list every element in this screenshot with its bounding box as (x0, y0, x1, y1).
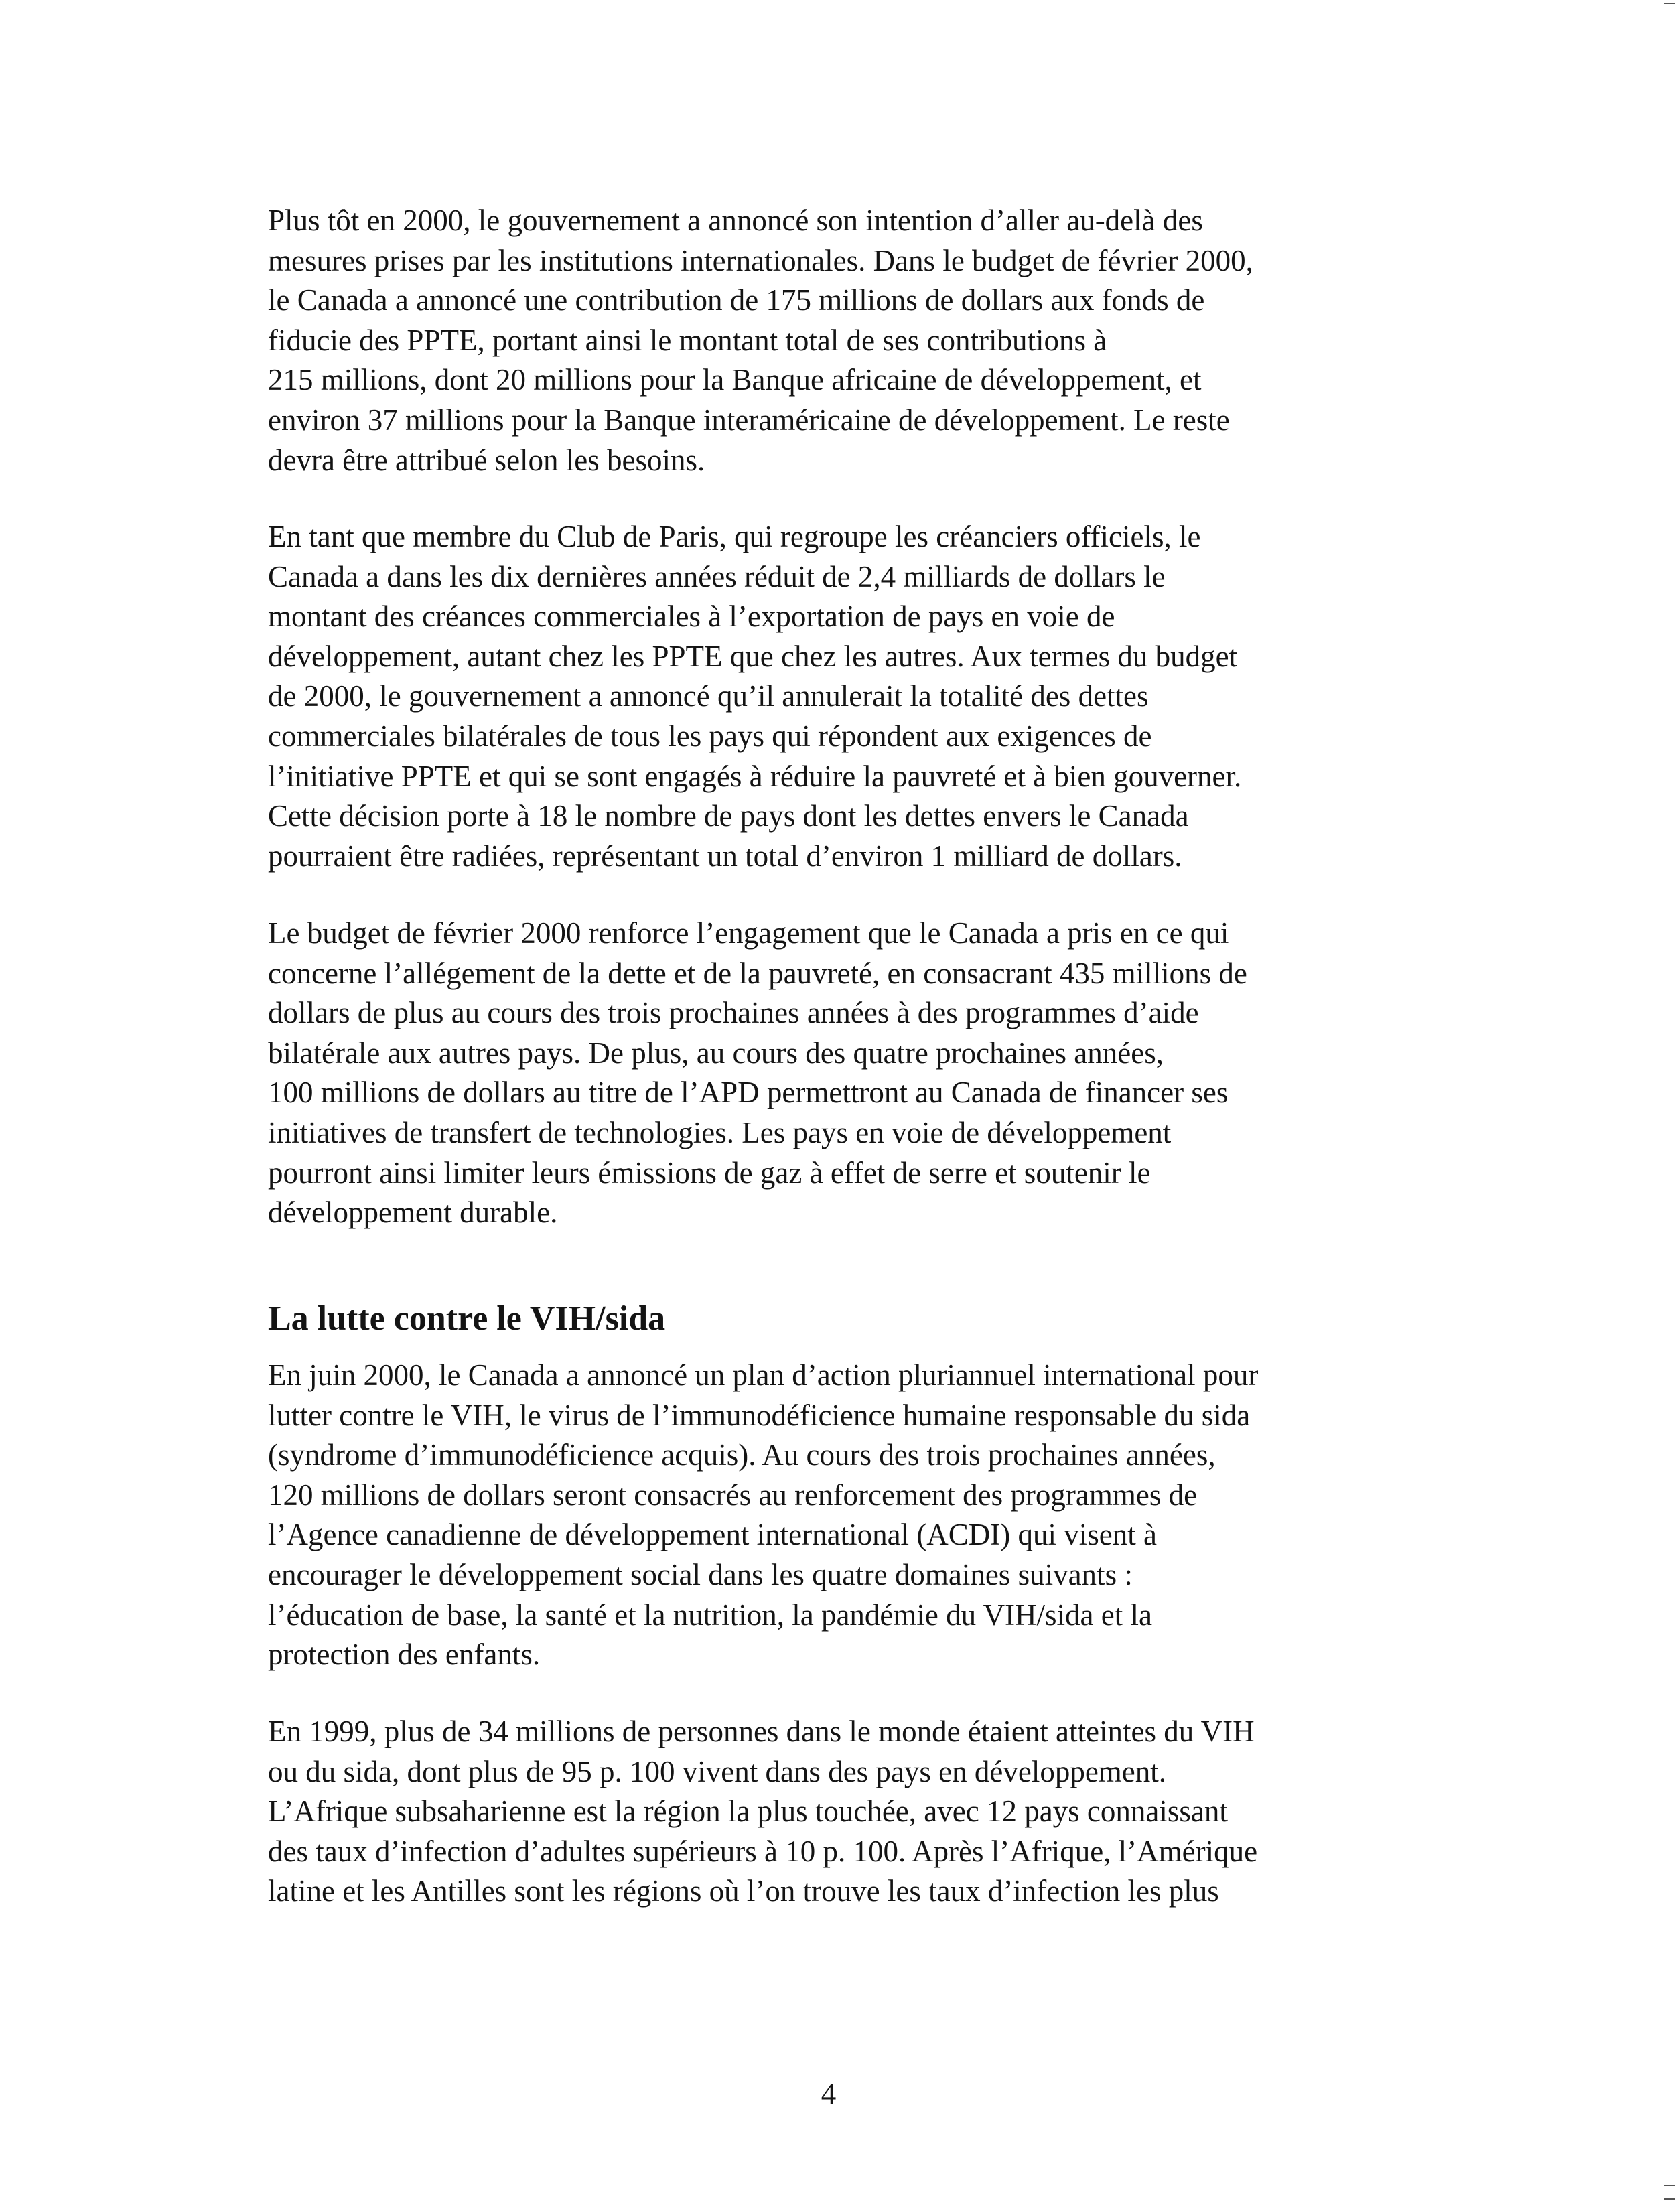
section-heading: La lutte contre le VIH/sida (268, 1299, 666, 1338)
text-line: Le budget de février 2000 renforce l’engagement que le Canada a pris en ce qui (268, 916, 1229, 950)
text-line: 215 millions, dont 20 millions pour la Banque africaine de développement, et (268, 363, 1202, 397)
text-line: pourraient être radiées, représentant un total d’environ 1 milliard de dollars. (268, 839, 1182, 873)
text-line: L’Afrique subsaharienne est la région la plus touchée, avec 12 pays connaissant (268, 1794, 1228, 1829)
text-line: l’Agence canadienne de développement international (ACDI) qui visent à (268, 1518, 1157, 1552)
text-line: latine et les Antilles sont les régions où l’on trouve les taux d’infection les plus (268, 1874, 1219, 1908)
text-line: 100 millions de dollars au titre de l’APD permettront au Canada de financer ses (268, 1076, 1229, 1110)
text-line: (syndrome d’immunodéficience acquis). Au cours des trois prochaines années, (268, 1438, 1216, 1472)
text-line: encourager le développement social dans les quatre domaines suivants : (268, 1557, 1133, 1591)
paragraph-budget-2000 (268, 914, 1400, 1233)
scan-edge-mark (1664, 3, 1675, 4)
text-line: l’éducation de base, la santé et la nutrition, la pandémie du VIH/sida et la (268, 1597, 1152, 1632)
text-line: commerciales bilatérales de tous les pays qui répondent aux exigences de (268, 719, 1152, 753)
page-number: 4 (821, 2077, 837, 2111)
text-line: des taux d’infection d’adultes supérieurs à 10 p. 100. Après l’Afrique, l’Amérique (268, 1834, 1258, 1868)
scan-edge-mark (1664, 2198, 1675, 2200)
text-line: En juin 2000, le Canada a annoncé un plan d’action pluriannuel international pour (268, 1358, 1259, 1392)
text-line: concerne l’allégement de la dette et de la pauvreté, en consacrant 435 millions de (268, 956, 1247, 990)
text-line: de 2000, le gouvernement a annoncé qu’il annulerait la totalité des dettes (268, 679, 1149, 713)
text-line: 120 millions de dollars seront consacrés au renforcement des programmes de (268, 1478, 1198, 1512)
text-line: pourront ainsi limiter leurs émissions de gaz à effet de serre et soutenir le (268, 1155, 1151, 1190)
text-line: développement durable. (268, 1196, 558, 1230)
text-line: protection des enfants. (268, 1638, 541, 1672)
text-line: En tant que membre du Club de Paris, qui regroupe les créanciers officiels, le (268, 520, 1201, 553)
text-line: Plus tôt en 2000, le gouvernement a annoncé son intention d’aller au-delà des (268, 204, 1203, 237)
text-line: bilatérale aux autres pays. De plus, au cours des quatre prochaines années, (268, 1036, 1164, 1070)
text-line: le Canada a annoncé une contribution de 175 millions de dollars aux fonds de (268, 283, 1205, 317)
text-line: Canada a dans les dix dernières années réduit de 2,4 milliards de dollars le (268, 559, 1166, 593)
paragraph-paris-club (268, 517, 1400, 876)
scan-edge-mark (1664, 2185, 1675, 2186)
text-line: lutter contre le VIH, le virus de l’immunodéficience humaine responsable du sida (268, 1398, 1251, 1432)
text-line: montant des créances commerciales à l’exportation de pays en voie de (268, 599, 1115, 634)
paragraph-hiv-statistics (268, 1712, 1400, 1912)
text-line: développement, autant chez les PPTE que chez les autres. Aux termes du budget (268, 639, 1238, 673)
paragraph-hiv-action-plan (268, 1356, 1400, 1675)
text-line: initiatives de transfert de technologies. Les pays en voie de développement (268, 1115, 1172, 1149)
text-line: mesures prises par les institutions internationales. Dans le budget de février 2000, (268, 243, 1253, 277)
text-line: fiducie des PPTE, portant ainsi le montant total de ses contributions à (268, 323, 1107, 357)
text-line: devra être attribué selon les besoins. (268, 443, 705, 477)
paragraph-hipc-contribution (268, 201, 1400, 480)
text-line: En 1999, plus de 34 millions de personnes dans le monde étaient atteintes du VIH (268, 1715, 1255, 1748)
text-line: dollars de plus au cours des trois prochaines années à des programmes d’aide (268, 996, 1199, 1030)
text-line: environ 37 millions pour la Banque interaméricaine de développement. Le reste (268, 403, 1230, 437)
text-line: l’initiative PPTE et qui se sont engagés à réduire la pauvreté et à bien gouverner. (268, 759, 1242, 793)
text-line: Cette décision porte à 18 le nombre de pays dont les dettes envers le Canada (268, 799, 1189, 833)
text-line: ou du sida, dont plus de 95 p. 100 vivent dans des pays en développement. (268, 1754, 1167, 1788)
